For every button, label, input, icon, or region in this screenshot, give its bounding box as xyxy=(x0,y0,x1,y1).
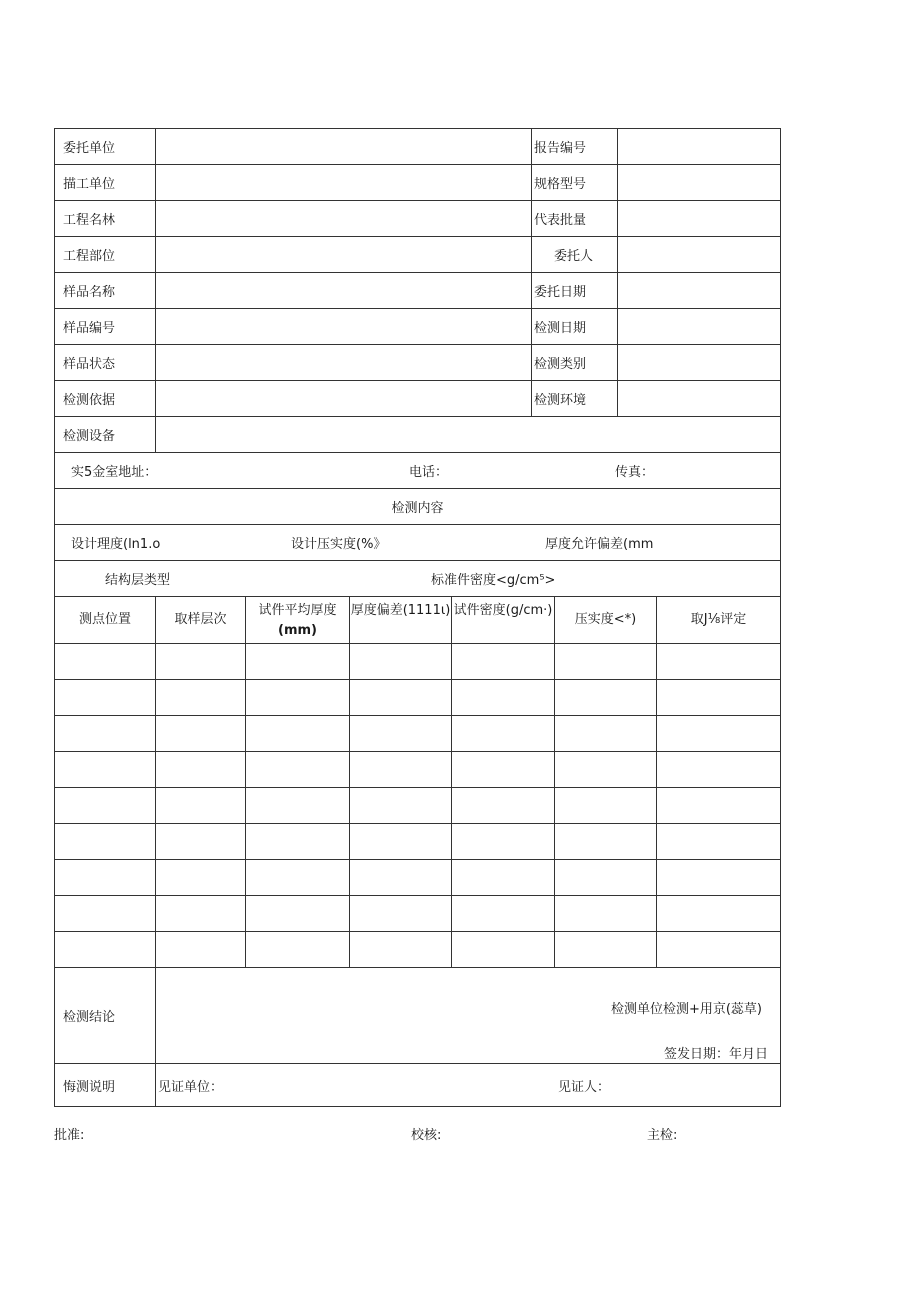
column-header-unit: (mm) xyxy=(278,623,317,638)
table-cell[interactable] xyxy=(156,680,246,715)
conclusion-row xyxy=(54,968,781,1064)
column-header-text: 试件平均厚度 xyxy=(258,603,337,618)
content-title: 检测内容 xyxy=(391,501,444,516)
info-row xyxy=(54,237,781,273)
column-header xyxy=(452,597,555,643)
info-label: 检测依据 xyxy=(55,381,156,416)
table-cell[interactable] xyxy=(55,932,156,967)
table-cell[interactable] xyxy=(246,680,350,715)
column-header xyxy=(657,597,780,643)
table-cell[interactable] xyxy=(657,680,780,715)
table-cell[interactable] xyxy=(452,680,555,715)
design-cell xyxy=(55,525,780,560)
table-row xyxy=(54,788,781,824)
info-value-field[interactable] xyxy=(618,201,780,236)
column-header-text: 取样层次 xyxy=(174,612,227,627)
table-row xyxy=(54,932,781,968)
info-row xyxy=(54,345,781,381)
design-thickness-label: 设计理度(ln1.o xyxy=(71,537,161,552)
remark-label: 悔测说明 xyxy=(55,1064,156,1106)
table-cell[interactable] xyxy=(156,716,246,751)
table-cell[interactable] xyxy=(156,860,246,895)
table-cell[interactable] xyxy=(55,752,156,787)
table-cell[interactable] xyxy=(657,788,780,823)
lab-fax-label: 传真： xyxy=(615,465,655,480)
info-label: 检测环境 xyxy=(532,381,618,416)
table-cell[interactable] xyxy=(350,824,452,859)
table-cell[interactable] xyxy=(555,788,657,823)
equipment-field[interactable] xyxy=(156,417,780,452)
table-cell[interactable] xyxy=(246,824,350,859)
info-label: 报告编号 xyxy=(532,129,618,164)
inspector-label: 主检: xyxy=(647,1128,678,1143)
structure-layer-type-label: 结构层类型 xyxy=(105,573,171,588)
info-value-field[interactable] xyxy=(618,165,780,200)
table-cell[interactable] xyxy=(350,896,452,931)
lab-address-cell xyxy=(55,453,780,488)
review-label: 校核: xyxy=(411,1128,442,1143)
table-cell[interactable] xyxy=(350,932,452,967)
table-cell[interactable] xyxy=(156,644,246,679)
table-cell[interactable] xyxy=(452,860,555,895)
remark-field[interactable] xyxy=(156,1064,780,1106)
table-cell[interactable] xyxy=(452,932,555,967)
info-value-field[interactable] xyxy=(156,381,532,416)
issue-date: 签发日期：年月日 xyxy=(663,1047,768,1062)
remark-row xyxy=(54,1064,781,1107)
lab-phone-label: 电话： xyxy=(409,465,449,480)
info-row xyxy=(54,201,781,237)
standard-density-label: 标准件密度<g/cm⁵> xyxy=(431,573,556,588)
table-cell[interactable] xyxy=(156,824,246,859)
structure-cell xyxy=(55,561,780,596)
test-table-header xyxy=(54,597,781,644)
info-row xyxy=(54,309,781,345)
table-cell[interactable] xyxy=(55,644,156,679)
info-label: 描工单位 xyxy=(55,165,156,200)
table-cell[interactable] xyxy=(55,824,156,859)
table-cell[interactable] xyxy=(55,716,156,751)
column-header-text: 试件密度(g/cm·) xyxy=(453,603,553,618)
column-header-text: 压实度<*) xyxy=(574,612,637,627)
table-cell[interactable] xyxy=(55,860,156,895)
table-cell[interactable] xyxy=(555,824,657,859)
lab-address-row xyxy=(54,453,781,489)
info-label: 样品编号 xyxy=(55,309,156,344)
witness-label: 见证人： xyxy=(558,1079,611,1095)
info-value-field[interactable] xyxy=(618,345,780,380)
table-cell[interactable] xyxy=(246,896,350,931)
table-cell[interactable] xyxy=(246,644,350,679)
info-value-field[interactable] xyxy=(618,129,780,164)
table-cell[interactable] xyxy=(55,896,156,931)
info-value-field[interactable] xyxy=(618,237,780,272)
structure-row xyxy=(54,561,781,597)
info-row xyxy=(54,165,781,201)
table-row xyxy=(54,896,781,932)
table-row xyxy=(54,860,781,896)
table-cell[interactable] xyxy=(246,788,350,823)
column-header-text: 测点位置 xyxy=(78,612,131,627)
table-cell[interactable] xyxy=(452,752,555,787)
table-cell[interactable] xyxy=(452,644,555,679)
table-cell[interactable] xyxy=(657,644,780,679)
table-cell[interactable] xyxy=(246,860,350,895)
table-cell[interactable] xyxy=(555,680,657,715)
table-cell[interactable] xyxy=(246,716,350,751)
info-value-field[interactable] xyxy=(156,129,532,164)
table-cell[interactable] xyxy=(657,824,780,859)
table-cell[interactable] xyxy=(657,860,780,895)
report-form xyxy=(54,128,781,1107)
table-cell[interactable] xyxy=(55,680,156,715)
table-cell[interactable] xyxy=(657,896,780,931)
info-value-field[interactable] xyxy=(156,309,532,344)
approve-label: 批准: xyxy=(54,1128,85,1143)
info-label: 检测日期 xyxy=(532,309,618,344)
table-cell[interactable] xyxy=(156,788,246,823)
lab-address-label: 实5金室地址： xyxy=(71,465,158,480)
thickness-tolerance-label: 厚度允许偏差(mm xyxy=(545,537,654,552)
table-cell[interactable] xyxy=(555,896,657,931)
conclusion-stamp-text: 检测单位检测+用京(蕊草) xyxy=(610,1002,762,1017)
info-label: 工程名林 xyxy=(55,201,156,236)
info-row xyxy=(54,381,781,417)
table-row xyxy=(54,644,781,680)
info-label: 代表批量 xyxy=(532,201,618,236)
column-header-text: 取J⅛评定 xyxy=(690,612,747,627)
table-cell[interactable] xyxy=(156,752,246,787)
info-label: 样品状态 xyxy=(55,345,156,380)
table-cell[interactable] xyxy=(350,680,452,715)
witness-unit-label: 见证单位： xyxy=(158,1079,224,1095)
table-cell[interactable] xyxy=(657,932,780,967)
content-title-row xyxy=(54,489,781,525)
table-cell[interactable] xyxy=(350,644,452,679)
table-cell[interactable] xyxy=(350,788,452,823)
column-header xyxy=(55,597,156,643)
table-cell[interactable] xyxy=(555,716,657,751)
table-cell[interactable] xyxy=(555,932,657,967)
column-header xyxy=(555,597,657,643)
table-cell[interactable] xyxy=(156,932,246,967)
column-header-text: 厚度偏差(1111ι) xyxy=(350,603,451,618)
table-cell[interactable] xyxy=(555,644,657,679)
table-cell[interactable] xyxy=(350,752,452,787)
info-value-field[interactable] xyxy=(156,345,532,380)
equipment-row xyxy=(54,417,781,453)
conclusion-field[interactable] xyxy=(156,968,780,1063)
info-value-field[interactable] xyxy=(156,165,532,200)
design-row xyxy=(54,525,781,561)
table-cell[interactable] xyxy=(156,896,246,931)
signature-footer xyxy=(54,1124,781,1144)
column-header xyxy=(350,597,452,643)
info-label: 检测类别 xyxy=(532,345,618,380)
info-value-field[interactable] xyxy=(156,237,532,272)
table-cell[interactable] xyxy=(452,824,555,859)
conclusion-label: 检测结论 xyxy=(55,968,156,1063)
test-table-body xyxy=(54,644,781,968)
table-cell[interactable] xyxy=(246,752,350,787)
table-row xyxy=(54,716,781,752)
info-value-field[interactable] xyxy=(156,201,532,236)
table-cell[interactable] xyxy=(350,860,452,895)
table-cell[interactable] xyxy=(350,716,452,751)
info-label: 委托人 xyxy=(532,237,618,272)
info-label: 规格型号 xyxy=(532,165,618,200)
table-cell[interactable] xyxy=(555,860,657,895)
info-label: 工程部位 xyxy=(55,237,156,272)
table-cell[interactable] xyxy=(246,932,350,967)
table-row xyxy=(54,680,781,716)
info-label: 委托日期 xyxy=(532,273,618,308)
info-value-field[interactable] xyxy=(618,273,780,308)
info-label: 样品名称 xyxy=(55,273,156,308)
table-cell[interactable] xyxy=(657,752,780,787)
info-label: 委托单位 xyxy=(55,129,156,164)
info-row xyxy=(54,273,781,309)
table-cell[interactable] xyxy=(452,896,555,931)
design-compaction-label: 设计压实度(%》 xyxy=(291,537,387,552)
column-header xyxy=(246,597,350,643)
table-row xyxy=(54,824,781,860)
info-value-field[interactable] xyxy=(618,309,780,344)
table-cell[interactable] xyxy=(55,788,156,823)
table-row xyxy=(54,752,781,788)
table-cell[interactable] xyxy=(657,716,780,751)
info-row xyxy=(54,128,781,165)
table-cell[interactable] xyxy=(452,716,555,751)
table-cell[interactable] xyxy=(452,788,555,823)
info-value-field[interactable] xyxy=(618,381,780,416)
equipment-label: 检测设备 xyxy=(55,417,156,452)
info-value-field[interactable] xyxy=(156,273,532,308)
column-header xyxy=(156,597,246,643)
table-cell[interactable] xyxy=(555,752,657,787)
